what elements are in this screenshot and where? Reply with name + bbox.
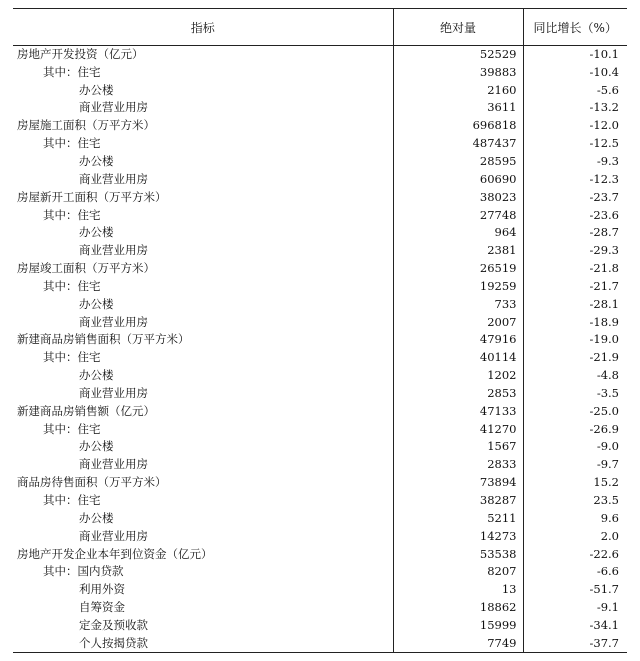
yoy-growth-cell: -19.0: [589, 332, 619, 347]
table-row: [13, 99, 627, 117]
table-row: [13, 599, 627, 617]
yoy-growth-cell: -21.9: [589, 350, 619, 365]
indicator-label: 其中：国内贷款: [13, 563, 393, 581]
yoy-growth-cell: -21.8: [589, 261, 619, 276]
absolute-value-cell: 15999: [393, 617, 523, 635]
yoy-growth-cell: -9.3: [596, 153, 619, 168]
table-row: [13, 545, 627, 563]
yoy-growth-cell: -12.3: [589, 171, 619, 186]
table-row: [13, 456, 627, 474]
indicator-label: 新建商品房销售面积（万平方米）: [13, 331, 393, 349]
table-row: [13, 581, 627, 599]
absolute-value-cell: 38023: [393, 188, 523, 206]
indicator-label: 房屋竣工面积（万平方米）: [13, 260, 393, 278]
yoy-growth-cell: -26.9: [589, 421, 619, 436]
absolute-value-cell: 2833: [393, 456, 523, 474]
indicator-label: 房地产开发企业本年到位资金（亿元）: [13, 545, 393, 563]
indicator-label: 办公楼: [13, 367, 393, 385]
absolute-value-cell: 1567: [393, 438, 523, 456]
absolute-value-cell: 5211: [393, 509, 523, 527]
absolute-value-cell: 47916: [393, 331, 523, 349]
indicator-label: 房屋新开工面积（万平方米）: [13, 188, 393, 206]
indicator-label: 商业营业用房: [13, 456, 393, 474]
absolute-value-cell: 28595: [393, 153, 523, 171]
yoy-growth-cell: -3.5: [596, 385, 619, 400]
absolute-value-cell: 14273: [393, 527, 523, 545]
table-row: [13, 509, 627, 527]
yoy-growth-cell: 2.0: [600, 528, 619, 543]
yoy-growth-cell: -5.6: [596, 82, 619, 97]
absolute-value-cell: 3611: [393, 99, 523, 117]
absolute-value-cell: 73894: [393, 474, 523, 492]
indicator-label: 办公楼: [13, 295, 393, 313]
absolute-value-cell: 733: [393, 295, 523, 313]
indicator-label: 利用外资: [13, 581, 393, 599]
yoy-growth-cell: 23.5: [593, 493, 619, 508]
indicator-label: 商业营业用房: [13, 242, 393, 260]
table-row: [13, 188, 627, 206]
absolute-value-cell: 2007: [393, 313, 523, 331]
table-row: [13, 402, 627, 420]
absolute-value-cell: 487437: [393, 135, 523, 153]
absolute-value-cell: 52529: [393, 46, 523, 64]
table-row: [13, 260, 627, 278]
yoy-growth-cell: -37.7: [523, 634, 627, 652]
indicator-label: 办公楼: [13, 81, 393, 99]
indicator-label: 商业营业用房: [13, 99, 393, 117]
yoy-growth-cell: -29.3: [589, 243, 619, 258]
indicator-label: 其中：住宅: [13, 349, 393, 367]
absolute-value-cell: 41270: [393, 420, 523, 438]
table-row: [13, 617, 627, 635]
indicator-label: 办公楼: [13, 509, 393, 527]
yoy-growth-cell: -51.7: [589, 582, 619, 597]
table-row: [13, 81, 627, 99]
table-row: [13, 135, 627, 153]
absolute-value-cell: 964: [393, 224, 523, 242]
absolute-value-cell: 26519: [393, 260, 523, 278]
yoy-growth-cell: -9.0: [596, 439, 619, 454]
indicator-label: 其中：住宅: [13, 277, 393, 295]
yoy-growth-cell: -21.7: [589, 278, 619, 293]
table-row: [13, 349, 627, 367]
yoy-growth-cell: -25.0: [589, 403, 619, 418]
table-body: [13, 46, 627, 653]
table-row: [13, 63, 627, 81]
absolute-value-cell: 18862: [393, 599, 523, 617]
indicator-label: 商业营业用房: [13, 385, 393, 403]
table-row: [13, 313, 627, 331]
yoy-growth-cell: 15.2: [593, 475, 619, 490]
yoy-growth-cell: -23.7: [589, 189, 619, 204]
yoy-growth-cell: -34.1: [589, 617, 619, 632]
indicator-label: 个人按揭贷款: [13, 634, 393, 652]
yoy-growth-cell: -6.6: [596, 564, 619, 579]
header-absolute-value: 绝对量: [393, 9, 523, 46]
absolute-value-cell: 8207: [393, 563, 523, 581]
indicator-label: 办公楼: [13, 153, 393, 171]
indicator-label: 房屋施工面积（万平方米）: [13, 117, 393, 135]
indicator-label: 自筹资金: [13, 599, 393, 617]
absolute-value-cell: 47133: [393, 402, 523, 420]
yoy-growth-cell: -28.7: [589, 225, 619, 240]
absolute-value-cell: 60690: [393, 170, 523, 188]
indicator-label: 新建商品房销售额（亿元）: [13, 402, 393, 420]
indicator-label: 办公楼: [13, 224, 393, 242]
yoy-growth-cell: -9.7: [596, 457, 619, 472]
yoy-growth-cell: -22.6: [589, 546, 619, 561]
indicator-label: 其中：住宅: [13, 135, 393, 153]
indicator-label: 其中：住宅: [13, 63, 393, 81]
table-row: [13, 385, 627, 403]
table-row: [13, 563, 627, 581]
indicator-label: 商品房待售面积（万平方米）: [13, 474, 393, 492]
table-header-row: [13, 9, 627, 46]
table-row: [13, 46, 627, 64]
yoy-growth-cell: -4.8: [596, 368, 619, 383]
yoy-growth-cell: -13.2: [589, 100, 619, 115]
table-row: [13, 438, 627, 456]
table-row: [13, 295, 627, 313]
yoy-growth-cell: 9.6: [600, 510, 619, 525]
yoy-growth-cell: -18.9: [589, 314, 619, 329]
absolute-value-cell: 1202: [393, 367, 523, 385]
header-yoy-growth: 同比增长（%）: [523, 9, 627, 46]
yoy-growth-cell: -23.6: [589, 207, 619, 222]
yoy-growth-cell: -12.0: [589, 118, 619, 133]
yoy-growth-cell: -10.1: [589, 47, 619, 62]
absolute-value-cell: 696818: [393, 117, 523, 135]
header-indicator: 指标: [13, 9, 393, 46]
table-row: [13, 492, 627, 510]
yoy-growth-cell: -10.4: [589, 64, 619, 79]
yoy-growth-cell: -12.5: [589, 136, 619, 151]
table-row: [13, 634, 627, 652]
table-row: [13, 170, 627, 188]
absolute-value-cell: 2160: [393, 81, 523, 99]
yoy-growth-cell: -28.1: [589, 296, 619, 311]
table-row: [13, 224, 627, 242]
absolute-value-cell: 2853: [393, 385, 523, 403]
yoy-growth-cell: -9.1: [596, 600, 619, 615]
table-row: [13, 153, 627, 171]
table-row: [13, 331, 627, 349]
table-row: [13, 242, 627, 260]
table-row: [13, 527, 627, 545]
absolute-value-cell: 38287: [393, 492, 523, 510]
statistics-table: [13, 8, 627, 653]
absolute-value-cell: 2381: [393, 242, 523, 260]
table-row: [13, 206, 627, 224]
table-row: [13, 277, 627, 295]
absolute-value-cell: 53538: [393, 545, 523, 563]
absolute-value-cell: 7749: [393, 634, 523, 652]
indicator-label: 商业营业用房: [13, 527, 393, 545]
absolute-value-cell: 19259: [393, 277, 523, 295]
absolute-value-cell: 27748: [393, 206, 523, 224]
indicator-label: 其中：住宅: [13, 206, 393, 224]
indicator-label: 其中：住宅: [13, 492, 393, 510]
absolute-value-cell: 13: [393, 581, 523, 599]
table-row: [13, 117, 627, 135]
indicator-label: 定金及预收款: [13, 617, 393, 635]
indicator-label: 商业营业用房: [13, 170, 393, 188]
indicator-label: 商业营业用房: [13, 313, 393, 331]
absolute-value-cell: 39883: [393, 63, 523, 81]
indicator-label: 其中：住宅: [13, 420, 393, 438]
indicator-label: 办公楼: [13, 438, 393, 456]
table-row: [13, 474, 627, 492]
indicator-label: 房地产开发投资（亿元）: [13, 46, 393, 64]
table-row: [13, 367, 627, 385]
absolute-value-cell: 40114: [393, 349, 523, 367]
table-row: [13, 420, 627, 438]
